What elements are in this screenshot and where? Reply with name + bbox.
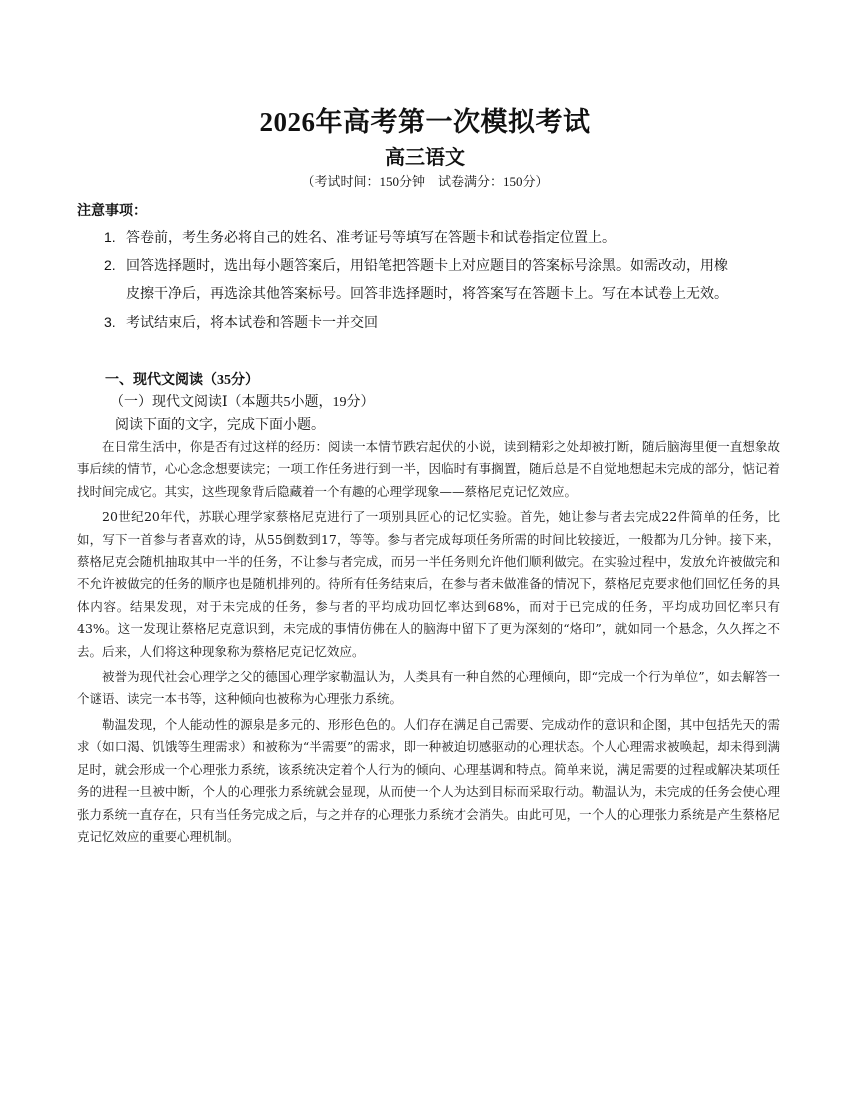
exam-info: （考试时间：150分钟 试卷满分：150分） xyxy=(301,174,549,189)
exam-title: 2026年高考第一次模拟考试 xyxy=(259,107,591,137)
reading-instruction: 阅读下面的文字，完成下面小题。 xyxy=(115,418,325,433)
notice-text: 回答选择题时，选出每小题答案后，用铅笔把答题卡上对应题目的答案标号涂黑。如需改动，用橡 xyxy=(126,257,728,273)
passage-paragraph: 20世纪20年代，苏联心理学家蔡格尼克进行了一项别具匠心的记忆实验。首先，她让参与者去完成22件简单的任务，比如，写下一首参与者喜欢的诗，从55倒数到17，等等。参与者完成每项任务所需的时间比较接近，一般都为几分钟。接下来，蔡格尼克会随机抽取其中一半的任务，不让参与者完成，而另一半任务则允许他们顺利做完。在实验过程中，发放允许被做完和不允许被做完的任务的顺序也是随机排列的。待所有任务结束后，在参与者未做准备的情况下，蔡格尼克要求他们回忆任务的具体内容。结果发现，对于未完成的任务，参与者的平均成功回忆率达到68%，而对于已完成的任务，平均成功回忆率只有43%。这一发现让蔡格尼克意识到，未完成的事情仿佛在人的脑海中留下了更为深刻的“烙印”，就如同一个悬念，久久挥之不去。后来，人们将这种现象称为蔡格尼克记忆效应。 xyxy=(77,509,780,659)
passage-paragraph: 被誉为现代社会心理学之父的德国心理学家勒温认为，人类具有一种自然的心理倾向，即“完成一个行为单位”，如去解答一个谜语、读完一本书等，这种倾向也被称为心理张力系统。 xyxy=(77,669,780,707)
reading-passage xyxy=(77,436,780,848)
exam-subject: 高三语文 xyxy=(385,147,465,169)
notice-text: 考试结束后，将本试卷和答题卡一并交回 xyxy=(126,314,378,330)
passage-paragraph: 勒温发现，个人能动性的源泉是多元的、形形色色的。人们存在满足自己需要、完成动作的意识和企图，其中包括先天的需求（如口渴、饥饿等生理需求）和被称为“半需要”的需求，即一种被迫切感驱动的心理状态。个人心理需求被唤起，却未得到满足时，就会形成一个心理张力系统，该系统决定着个人行为的倾向、心理基调和特点。简单来说，满足需要的过程或解决某项任务的进程一旦被中断，个人的心理张力系统就会显现，从而使一个人为达到目标而采取行动。勒温认为，未完成的任务会使心理张力系统一直存在，只有当任务完成之后，与之并存的心理张力系统才会消失。由此可见，一个人的心理张力系统是产生蔡格尼克记忆效应的重要心理机制。 xyxy=(77,716,780,844)
notice-heading: 注意事项： xyxy=(77,204,147,219)
subsection-heading: （一）现代文阅读Ⅰ（本题共5小题，19分） xyxy=(110,395,375,410)
notice-text-continuation: 皮擦干净后，再选涂其他答案标号。回答非选择题时，将答案写在答题卡上。写在本试卷上无效。 xyxy=(126,285,728,301)
notice-item xyxy=(104,253,784,306)
notice-number: 1. xyxy=(104,229,116,245)
section-heading: 一、现代文阅读（35分） xyxy=(105,373,259,388)
notice-item xyxy=(104,225,784,250)
notice-number: 3. xyxy=(104,314,116,330)
passage-paragraph: 在日常生活中，你是否有过这样的经历：阅读一本情节跌宕起伏的小说，读到精彩之处却被打断，随后脑海里便一直想象故事后续的情节，心心念念想要读完；一项工作任务进行到一半，因临时有事搁置，随后总是不自觉地想起未完成的部分，惦记着找时间完成它。其实，这些现象背后隐藏着一个有趣的心理学现象——蔡格尼克记忆效应。 xyxy=(77,439,780,499)
notice-item xyxy=(104,310,784,335)
notice-number: 2. xyxy=(104,257,116,273)
notice-text: 答卷前，考生务必将自己的姓名、准考证号等填写在答题卡和试卷指定位置上。 xyxy=(126,229,616,245)
